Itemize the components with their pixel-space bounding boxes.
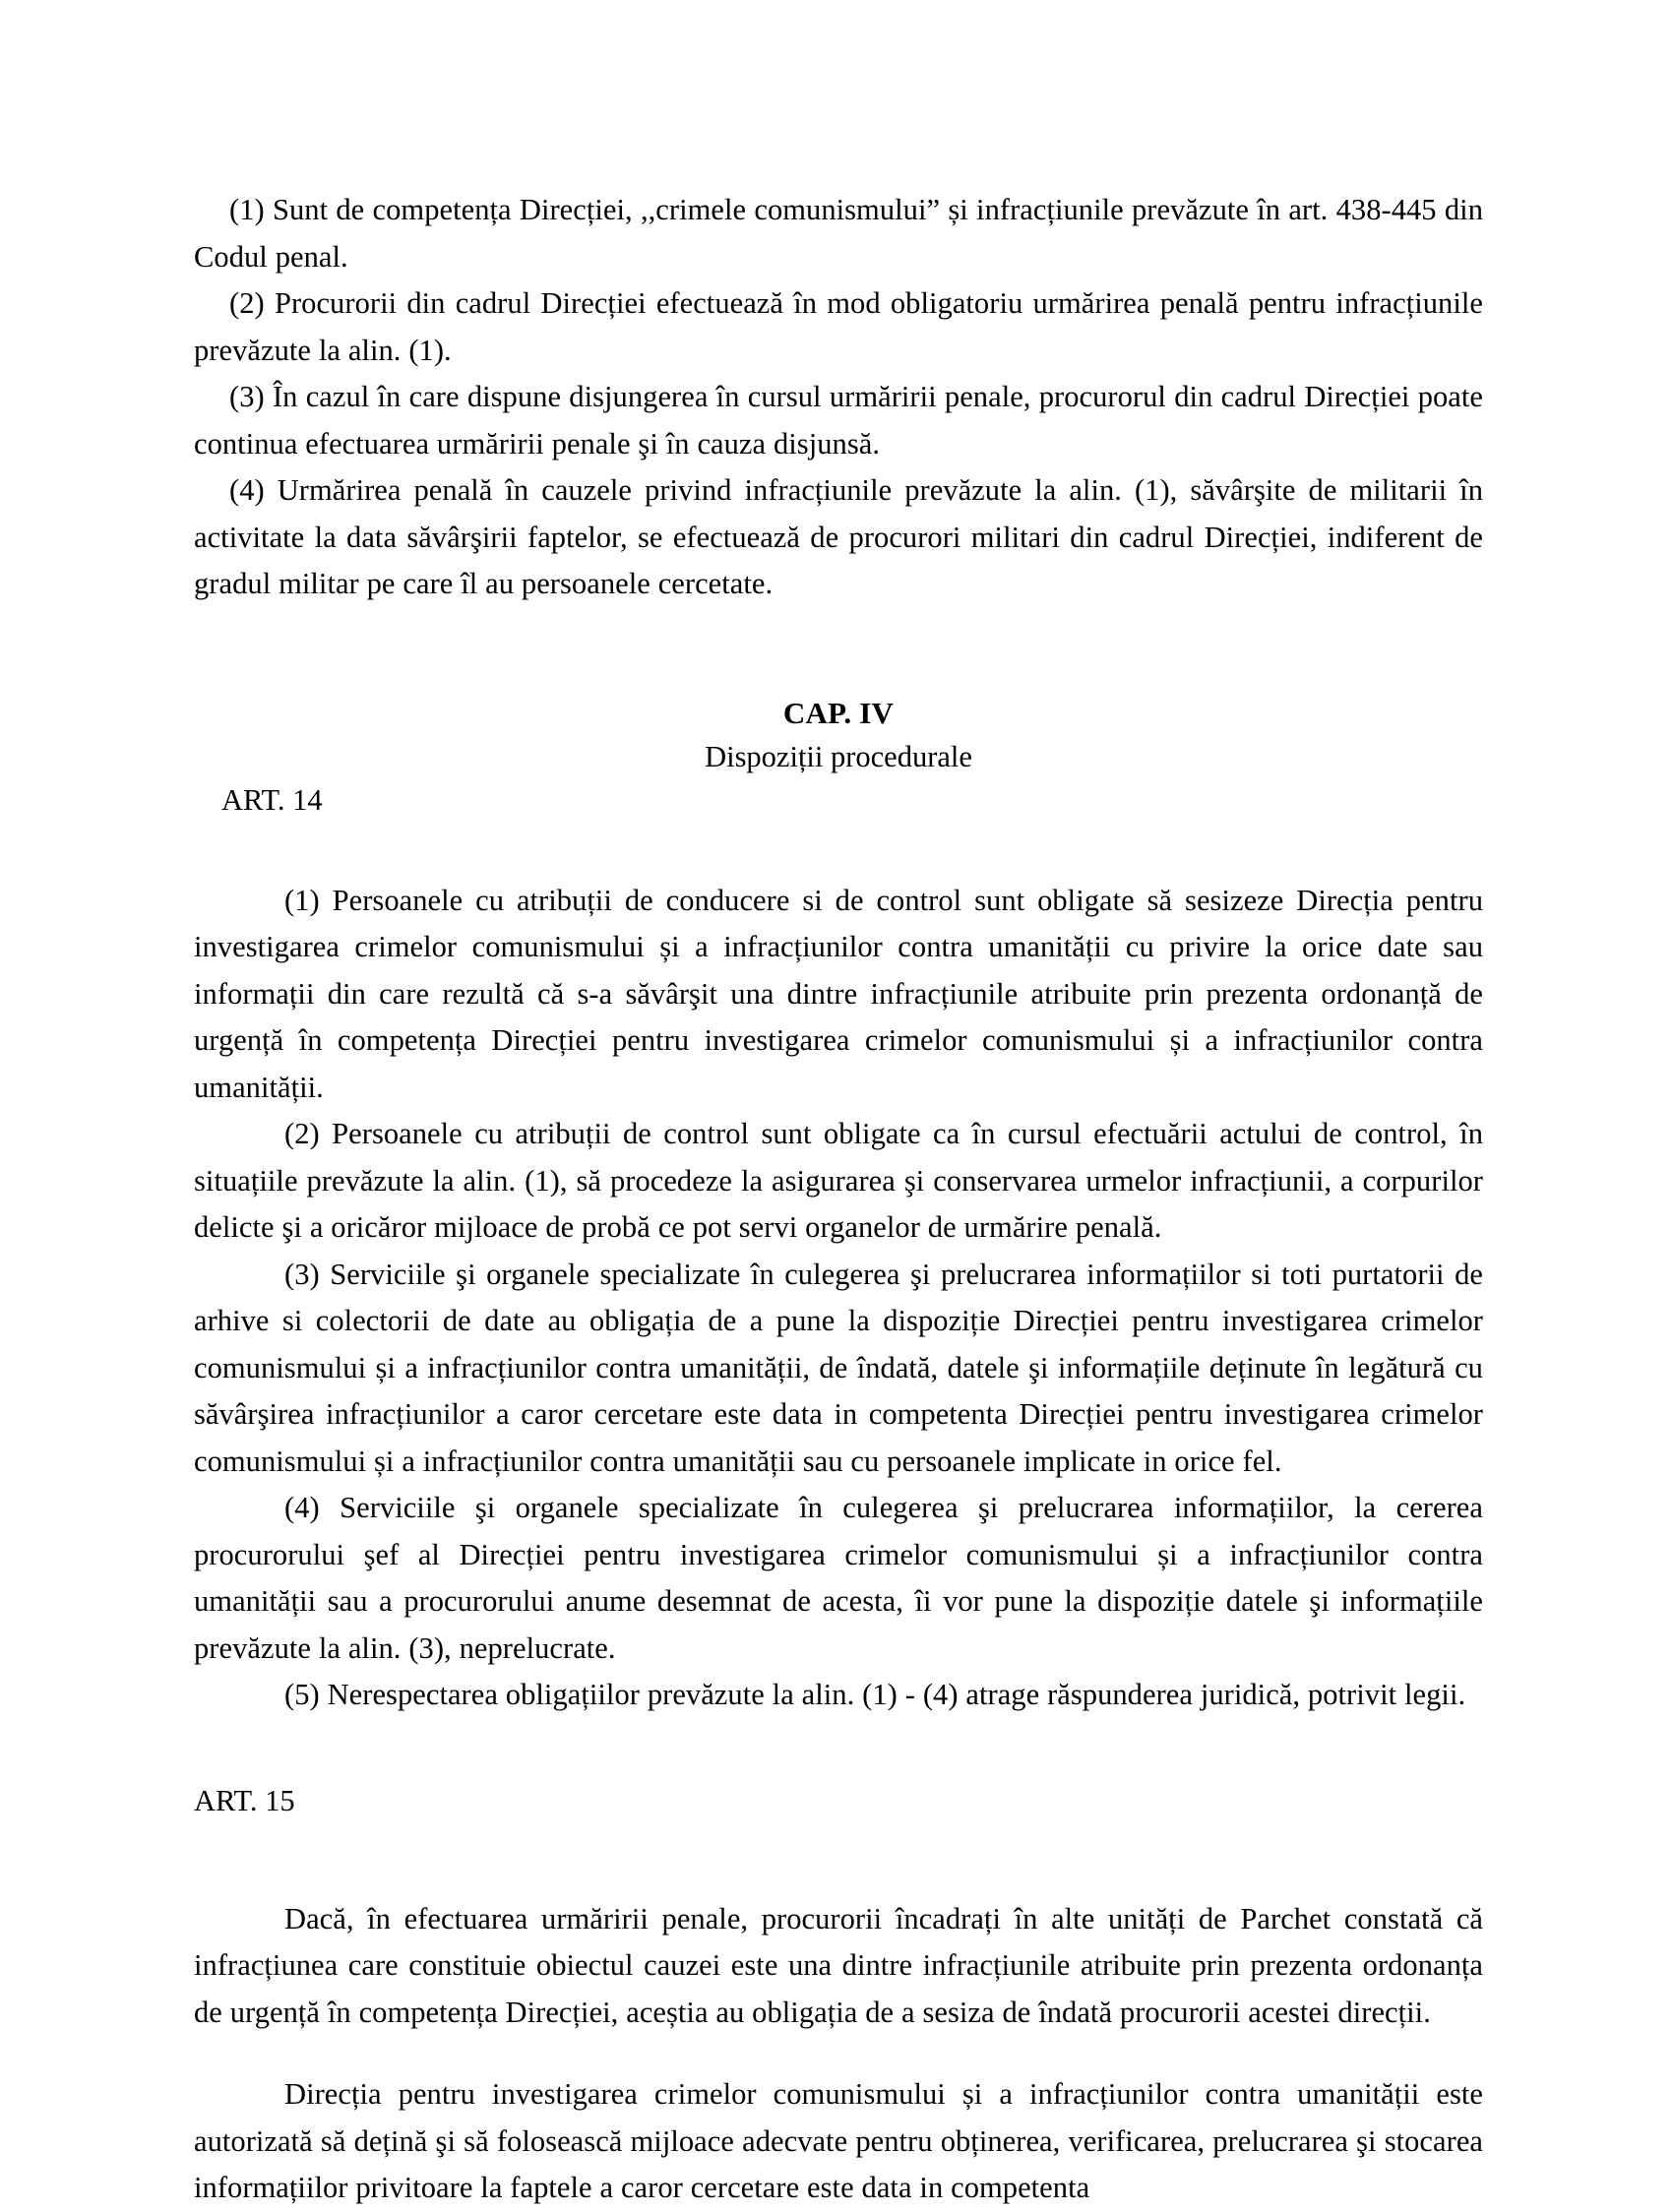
- article-label-15: ART. 15: [194, 1783, 295, 1817]
- spacer-after-art15-label: [194, 1823, 1483, 1896]
- paragraph-art14-4: (4) Serviciile şi organele specializate în culegerea şi prelucrarea informațiilor, la cererea procurorului şef al Direcției pentru investigarea crimelor comunismului și a infracțiunilor contra umanității sau a procurorului anume desemnat de acesta, îi vor pune la dispoziție datele şi informațiile prevăzute la alin. (3), neprelucrate.: [194, 1491, 1483, 1665]
- paragraph-art15-2: Direcția pentru investigarea crimelor comunismului și a infracțiunilor contra umanității este autorizată să dețină şi să folosească mijloace adecvate pentru obținerea, verificarea, prelucrarea şi stocarea informațiilor privitoare la faptele a caror cercetare este data in competenta: [194, 2077, 1483, 2204]
- paragraph-art14-5: (5) Nerespectarea obligațiilor prevăzute la alin. (1) - (4) atrage răspunderea juridică, potrivit legii.: [284, 1678, 1466, 1711]
- chapter-subtitle: Dispoziții procedurale: [705, 739, 972, 773]
- article-label-14: ART. 14: [221, 782, 323, 817]
- art14-body: [194, 878, 1483, 1719]
- paragraph-top-3: (3) În cazul în care dispune disjungerea în cursul urmăririi penale, procurorul din cadrul Direcției poate continua efectuarea urmăririi penale şi în cauza disjunsă.: [194, 380, 1483, 461]
- paragraph-art14-1: (1) Persoanele cu atribuții de conducere si de control sunt obligate să sesizeze Direcția pentru investigarea crimelor comunismului și a infracțiunilor contra umanității cu privire la orice date sau informații din care rezultă că s-a săvârşit una dintre infracțiunile atribuite prin prezenta ordonanță de urgență în competența Direcției pentru investigarea crimelor comunismului și a infracțiunilor contra umanității.: [194, 883, 1483, 1104]
- art15-body: [194, 1896, 1483, 2212]
- paragraph-art15-1: Dacă, în efectuarea urmăririi penale, procurorii încadrați în alte unități de Parchet constată că infracțiunea care constituie obiectul cauzei este una dintre infracțiunile atribuite prin prezenta ordonanța de urgență în competența Direcției, aceștia au obligația de a sesiza de îndată procurorii acestei direcții.: [194, 1901, 1483, 2029]
- top-section: [194, 187, 1483, 608]
- paragraph-art14-2: (2) Persoanele cu atribuții de control sunt obligate ca în cursul efectuării actului de control, în situațiile prevăzute la alin. (1), să procedeze la asigurarea şi conservarea urmelor infracțiunii, a corpurilor delicte şi a oricăror mijloace de probă ce pot servi organelor de urmărire penală.: [194, 1117, 1483, 1244]
- paragraph-top-1: (1) Sunt de competența Direcției, ,,crimele comunismului” și infracțiunile prevăzute în art. 438-445 din Codul penal.: [194, 193, 1483, 274]
- paragraph-top-2: (2) Procurorii din cadrul Direcției efectuează în mod obligatoriu urmărirea penală pentru infracțiunile prevăzute la alin. (1).: [194, 286, 1483, 367]
- chapter-title: CAP. IV: [782, 695, 895, 730]
- chapter-heading-block: [194, 693, 1483, 779]
- paragraph-top-4: (4) Urmărirea penală în cauzele privind infracțiunile prevăzute la alin. (1), săvârşite de militarii în activitate la data săvârşirii faptelor, se efectuează de procurori militari din cadrul Direcției, indiferent de gradul militar pe care îl au persoanele cercetate.: [194, 473, 1483, 600]
- paragraph-art14-3: (3) Serviciile şi organele specializate în culegerea şi prelucrarea informațiilor si toti purtatorii de arhive si colectorii de date au obligația de a pune la dispoziție Direcției pentru investigarea crimelor comunismului și a infracțiunilor contra umanității, de îndată, datele şi informațiile deținute în legătură cu săvârşirea infracțiunilor a caror cercetare este data in competenta Direcției pentru investigarea crimelor comunismului și a infracțiunilor contra umanității sau cu persoanele implicate in orice fel.: [194, 1257, 1483, 1478]
- spacer-after-art14-label: [194, 823, 1483, 878]
- spacer-between-art15-paragraphs: [194, 2036, 1483, 2071]
- page-content: [194, 187, 1483, 2212]
